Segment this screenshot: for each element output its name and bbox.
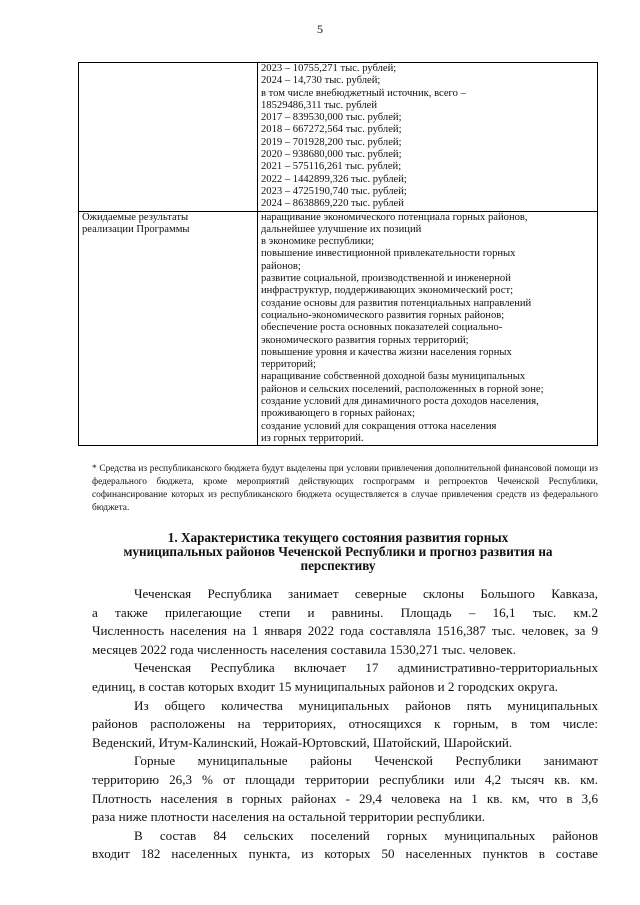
result-line: развитие социальной, производственной и инженерной [261,273,511,285]
section-heading [78,531,598,573]
expected-results-label: Ожидаемые результаты [82,211,189,223]
body-line: Чеченская Республика занимает северные склоны Большого Кавказа, [134,586,598,601]
expected-results-label: реализации Программы [82,223,190,235]
result-line: создание основы для развития потенциальных направлений [261,297,532,309]
result-line: социально-экономического развития горных районов; [261,309,505,321]
body-line: единиц, в состав которых входит 15 муниципальных районов и 2 городских округа. [92,678,558,694]
funding-line: 18529486,311 тыс. рублей [261,99,378,111]
heading-line: муниципальных районов Чеченской Республики и прогноз развития на [123,544,553,559]
result-line: районов и сельских поселений, расположенных в горной зоне; [261,383,544,395]
funding-line: 2020 – 938680,000 тыс. рублей; [261,149,402,161]
body-line: входит 182 населенных пункта, из которых 50 населенных пунктов в составе [92,846,598,862]
body-line: Горные муниципальные районы Чеченской Республики занимают [134,753,598,769]
result-line: территорий; [261,359,316,371]
page-number: 5 [317,22,323,36]
funding-line: 2019 – 701928,200 тыс. рублей; [261,136,402,148]
body-line: территорию 26,3 % от площади территории республики или 4,2 тысяч кв. км. [92,771,598,787]
result-line: наращивание экономического потенциала горных районов, [261,211,528,223]
funding-line: 2022 – 1442899,326 тыс. рублей; [261,173,407,185]
funding-line: 2024 – 14,730 тыс. рублей; [261,75,381,87]
program-passport-table [78,62,598,446]
result-line: наращивание собственной доходной базы муниципальных [261,371,526,383]
funding-line: 2017 – 839530,000 тыс. рублей; [261,112,402,124]
body-line: раза ниже плотности населения на остальной территории республики. [92,809,486,825]
result-line: в экономике республики; [261,236,375,248]
body-text [92,585,598,864]
result-line: повышение инвестиционной привлекательности горных [261,248,516,260]
body-line: районов расположены на территориях, относящихся к горным, в том числе: [92,716,598,732]
result-line: из горных территорий. [261,432,364,444]
funding-value-cell [258,63,598,212]
funding-line: 2023 – 4725190,740 тыс. рублей; [261,185,407,197]
result-line: проживающего в горных районах; [261,408,415,420]
funding-line: 2024 – 8638869,220 тыс. рублей [261,198,404,210]
funding-line: в том числе внебюджетный источник, всего – [261,87,466,99]
result-line: создание условий для сокращения оттока населения [261,420,497,432]
expected-results-cell [258,211,598,446]
heading-line: перспективу [300,558,376,573]
expected-results-label-cell [79,211,258,446]
body-line: Чеченская Республика включает 17 административно-территориальных [134,660,598,676]
funding-label-cell [79,63,258,212]
body-line: месяцев 2022 года численность населения составила 1530,271 тыс. человек. [92,641,516,657]
body-line: В состав 84 сельских поселений горных муниципальных районов [134,827,598,843]
funding-line: 2021 – 575116,261 тыс. рублей; [261,161,402,173]
funding-footnote: * Средства из республиканского бюджета будут выделены при условии привлечения дополнительной финансовой помощи из федерального бюджета, кроме мероприятий действующих госпрограмм и регпроектов Чеченской Республики, софинансирование которых из республиканского бюджета осуществляется в случае привлечения средств из федерального бюджета. [92,464,598,513]
result-line: обеспечение роста основных показателей социально- [261,322,503,334]
body-line: а также прилегающие степи и равнины. Площадь – 16,1 тыс. км.2 [92,604,598,620]
table-row-funding [79,63,598,212]
result-line: создание условий для динамичного роста доходов населения, [261,396,539,408]
table-row-expected-results [79,211,598,446]
result-line: экономического развития горных территорий; [261,334,469,346]
result-line: дальнейшее улучшение их позиций [261,223,422,235]
body-line: Из общего количества муниципальных районов пять муниципальных [134,697,598,713]
result-line: районов; [261,260,301,272]
heading-line: 1. Характеристика текущего состояния развития горных [167,530,509,545]
funding-line: 2023 – 10755,271 тыс. рублей; [261,63,397,74]
body-line: Веденский, Итум-Калинский, Ножай-Юртовский, Шатойский, Шаройский. [92,734,513,750]
body-line: Численность населения на 1 января 2022 года составляла 1516,387 тыс. человек, за 9 [92,623,598,639]
result-line: инфраструктур, поддерживающих экономический рост; [261,285,514,297]
result-line: повышение уровня и качества жизни населения горных [261,346,512,358]
body-line: Плотность населения в горных районах - 29,4 человека на 1 кв. км, что в 3,6 [92,790,598,806]
funding-line: 2018 – 667272,564 тыс. рублей; [261,124,402,136]
